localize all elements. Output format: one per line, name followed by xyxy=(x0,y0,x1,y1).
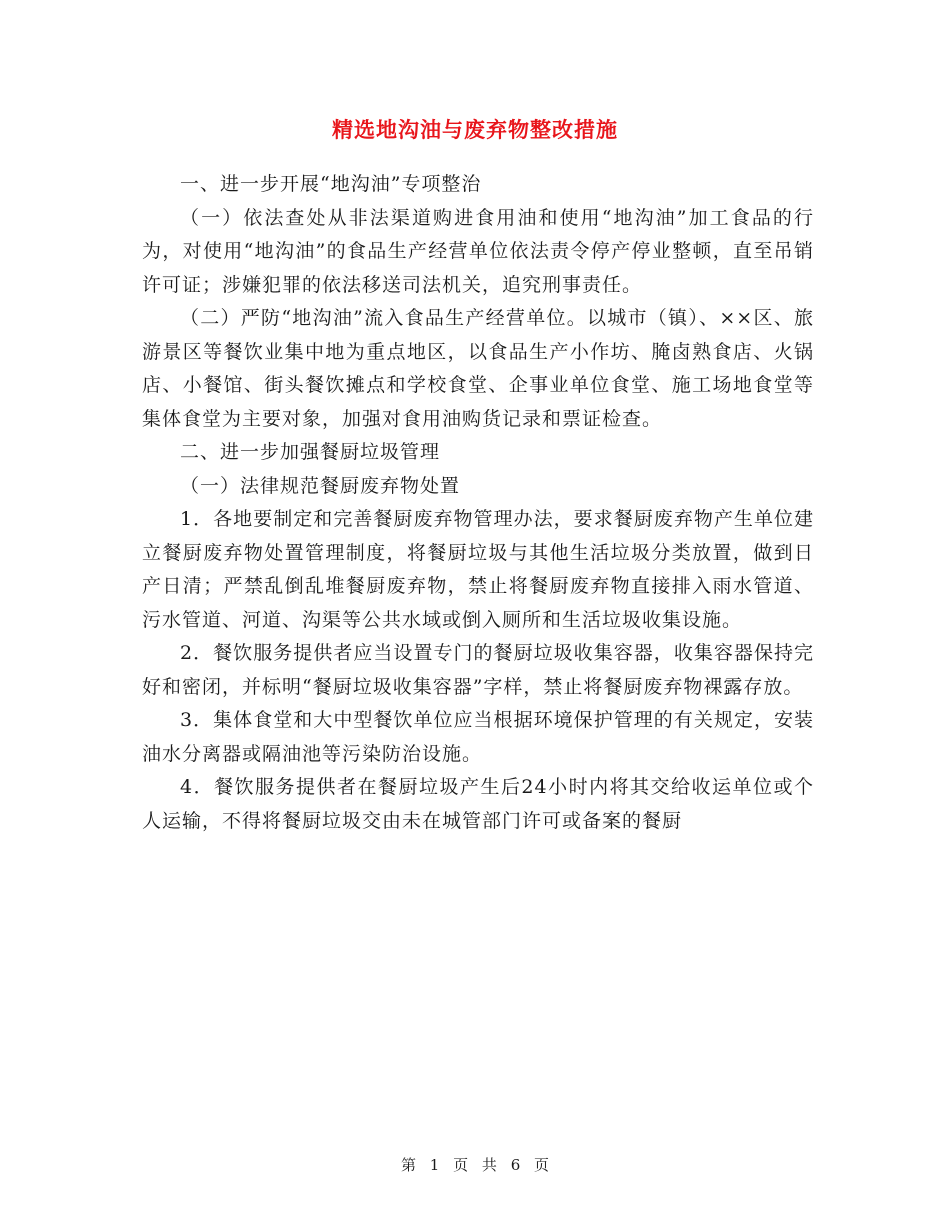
paragraph: 3．集体食堂和大中型餐饮单位应当根据环境保护管理的有关规定，安装油水分离器或隔油池等污染防治设施。 xyxy=(142,709,814,765)
paragraph: 2．餐饮服务提供者应当设置专门的餐厨垃圾收集容器，收集容器保持完好和密闭，并标明“餐厨垃圾收集容器”字样，禁止将餐厨废弃物裸露存放。 xyxy=(142,642,814,698)
footer-total-pages: 6 xyxy=(510,1156,521,1174)
footer-prefix: 第 xyxy=(400,1156,416,1174)
section-heading-1: 一、进一步开展“地沟油”专项整治 xyxy=(180,173,482,195)
footer-page-number: 1 xyxy=(429,1156,440,1174)
section-heading-2: 二、进一步加强餐厨垃圾管理 xyxy=(180,441,441,463)
document-body xyxy=(142,168,814,838)
footer-suffix: 页 xyxy=(534,1156,550,1174)
page-footer xyxy=(0,1154,950,1175)
footer-page-word: 页 xyxy=(453,1156,469,1174)
paragraph: （二）严防“地沟油”流入食品生产经营单位。以城市（镇）、××区、旅游景区等餐饮业集中地为重点地区，以食品生产小作坊、腌卤熟食店、火锅店、小餐馆、街头餐饮摊点和学校食堂、企事业单位食堂、施工场地食堂等集体食堂为主要对象，加强对食用油购货记录和票证检查。 xyxy=(142,307,814,430)
paragraph: 4．餐饮服务提供者在餐厨垃圾产生后24小时内将其交给收运单位或个人运输，不得将餐厨垃圾交由未在城管部门许可或备案的餐厨 xyxy=(142,776,814,832)
footer-total-word: 共 xyxy=(481,1156,497,1174)
paragraph: （一）依法查处从非法渠道购进食用油和使用“地沟油”加工食品的行为，对使用“地沟油”的食品生产经营单位依法责令停产停业整顿，直至吊销许可证；涉嫌犯罪的依法移送司法机关，追究刑事责任。 xyxy=(142,206,814,296)
subsection-heading: （一）法律规范餐厨废弃物处置 xyxy=(180,474,461,497)
document-title: 精选地沟油与废弃物整改措施 xyxy=(332,117,618,142)
paragraph: 1．各地要制定和完善餐厨废弃物管理办法，要求餐厨废弃物产生单位建立餐厨废弃物处置管理制度，将餐厨垃圾与其他生活垃圾分类放置，做到日产日清；严禁乱倒乱堆餐厨废弃物，禁止将餐厨废弃物直接排入雨水管道、污水管道、河道、沟渠等公共水域或倒入厕所和生活垃圾收集设施。 xyxy=(142,508,814,631)
